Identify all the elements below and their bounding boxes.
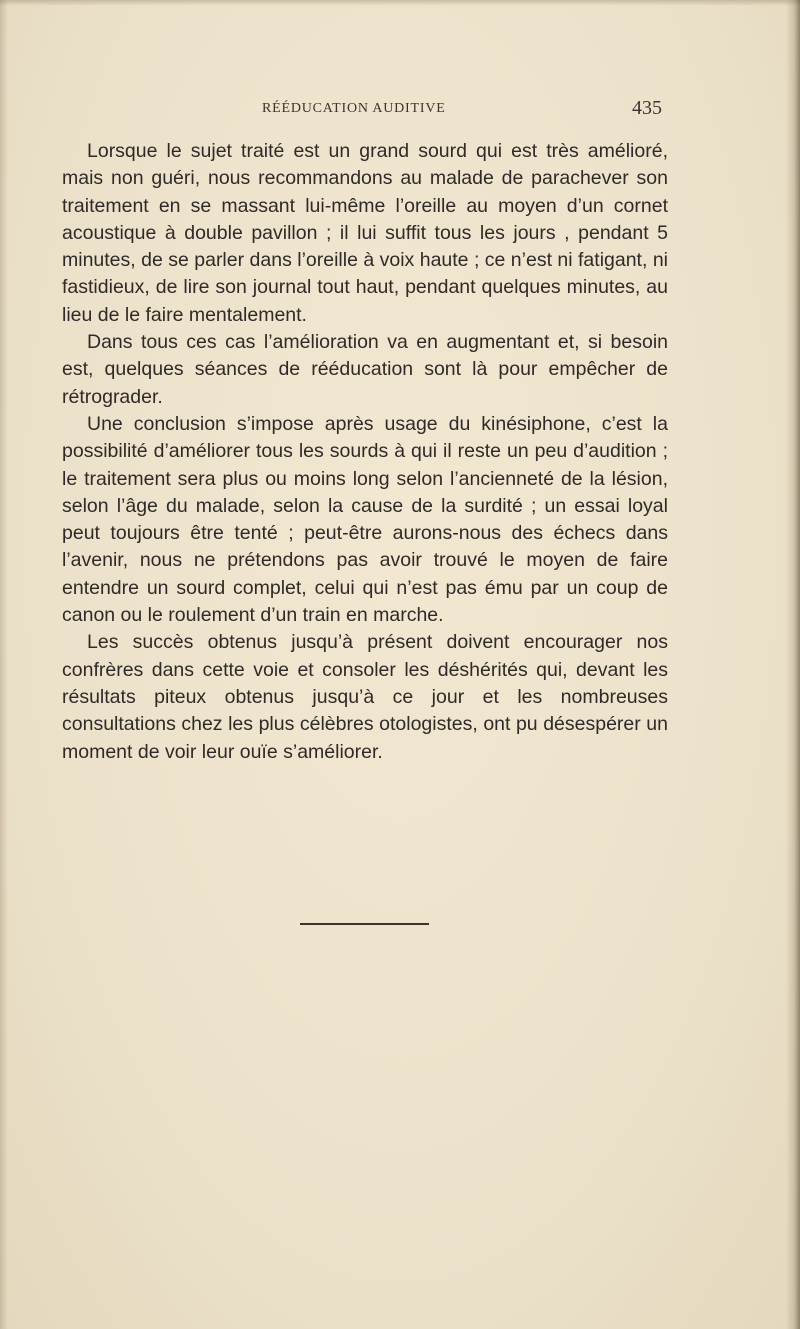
paragraph: Dans tous ces cas l’amélioration va en augmentant et, si besoin est, quelques séances de rééducation sont là pour empêcher de rétrograder. — [62, 331, 668, 408]
running-title: RÉÉDUCATION AUDITIVE — [262, 101, 446, 116]
paragraph: Une conclusion s’impose après usage du kinésiphone, c’est la possibilité d’améliorer tous les sourds à qui il reste un peu d’audition ; le traitement sera plus ou moins long selon l’ancienneté de la lésion, selon l’âge du malade, selon la cause de la surdité ; un essai loyal peut toujours être tenté ; peut-être aurons-nous des échecs dans l’avenir, nous ne prétendons pas avoir trouvé le moyen de faire entendre un sourd complet, celui qui n’est pas ému par un coup de canon ou le roulement d’un train en marche. — [62, 412, 668, 627]
section-end-rule — [300, 923, 429, 925]
paragraph: Les succès obtenus jusqu’à présent doivent encourager nos confrères dans cette voie et consoler les déshérités qui, devant les résultats piteux obtenus jusqu’à ce jour et les nombreuses consultations chez les plus célèbres otologistes, ont pu désespérer un moment de voir leur ouïe s’améliorer. — [62, 631, 668, 763]
page-right-edge — [786, 0, 800, 1329]
body-text — [62, 138, 668, 766]
page-left-shadow — [0, 0, 8, 1329]
page-number: 435 — [632, 97, 662, 119]
paragraph: Lorsque le sujet traité est un grand sourd qui est très amélioré, mais non guéri, nous recommandons au malade de parachever son traitement en se massant lui-même l’oreille au moyen d’un cornet acoustique à double pavillon ; il lui suffit tous les jours , pendant 5 minutes, de se parler dans l’oreille à voix haute ; ce n’est ni fatigant, ni fastidieux, de lire son journal tout haut, pendant quelques minutes, au lieu de le faire mentalement. — [62, 140, 668, 326]
page-top-shadow — [0, 0, 800, 6]
